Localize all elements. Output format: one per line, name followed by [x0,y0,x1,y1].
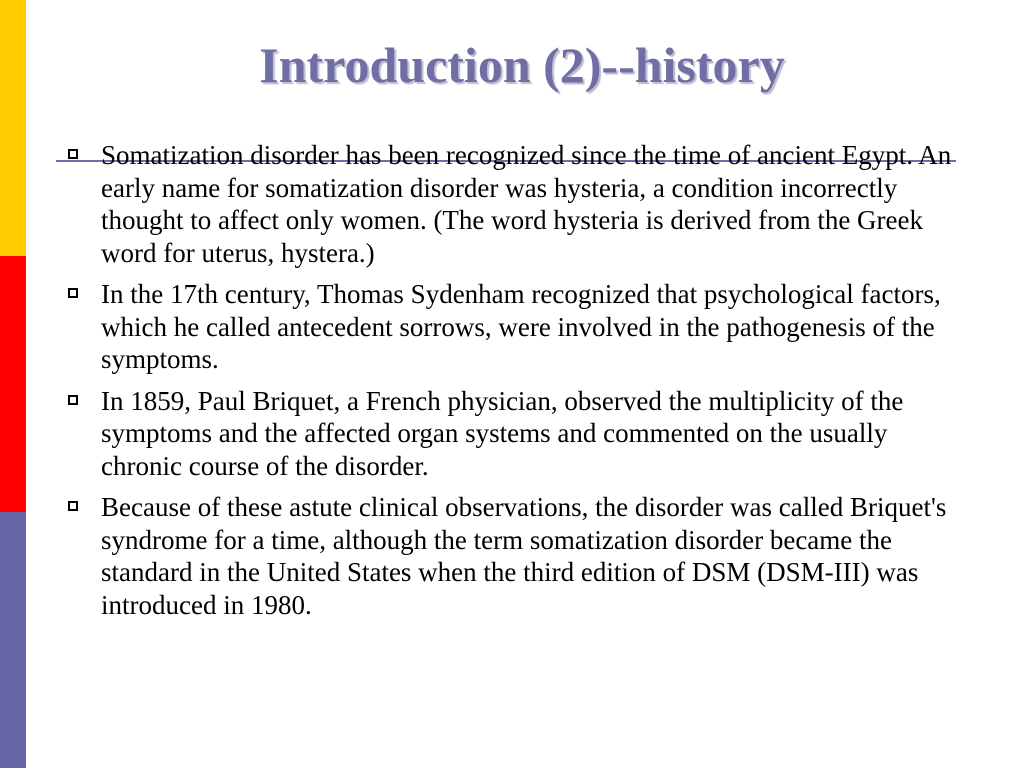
bullet-item [58,139,968,269]
bullet-item [58,278,968,376]
bullet-text: In 1859, Paul Briquet, a French physician, observed the multiplicity of the symptoms and the affected organ systems and commented on the usually chronic course of the disorder. [101,385,904,481]
bullet-item [58,491,968,621]
square-bullet-icon [68,149,78,159]
square-bullet-icon [68,288,78,298]
square-bullet-icon [68,501,78,511]
accent-stripe-red [0,256,26,512]
bullet-text: Somatization disorder has been recognized since the time of ancient Egypt. An early name for somatization disorder was hysteria, a condition incorrectly thought to affect only women. (The word hysteria is derived from the Greek word for uterus, hystera.) [101,140,952,268]
slide-title: Introduction (2)--history [259,37,785,93]
bullet-item [58,385,968,483]
accent-stripe-blue [0,512,26,768]
bullet-text: Because of these astute clinical observations, the disorder was called Briquet's syndrome for a time, although the term somatization disorder became the standard in the United States when the third edition of DSM (DSM-III) was introduced in 1980. [101,492,947,620]
bullet-list [58,139,968,630]
square-bullet-icon [68,395,78,405]
bullet-text: In the 17th century, Thomas Sydenham recognized that psychological factors, which he called antecedent sorrows, were involved in the pathogenesis of the symptoms. [101,279,941,374]
